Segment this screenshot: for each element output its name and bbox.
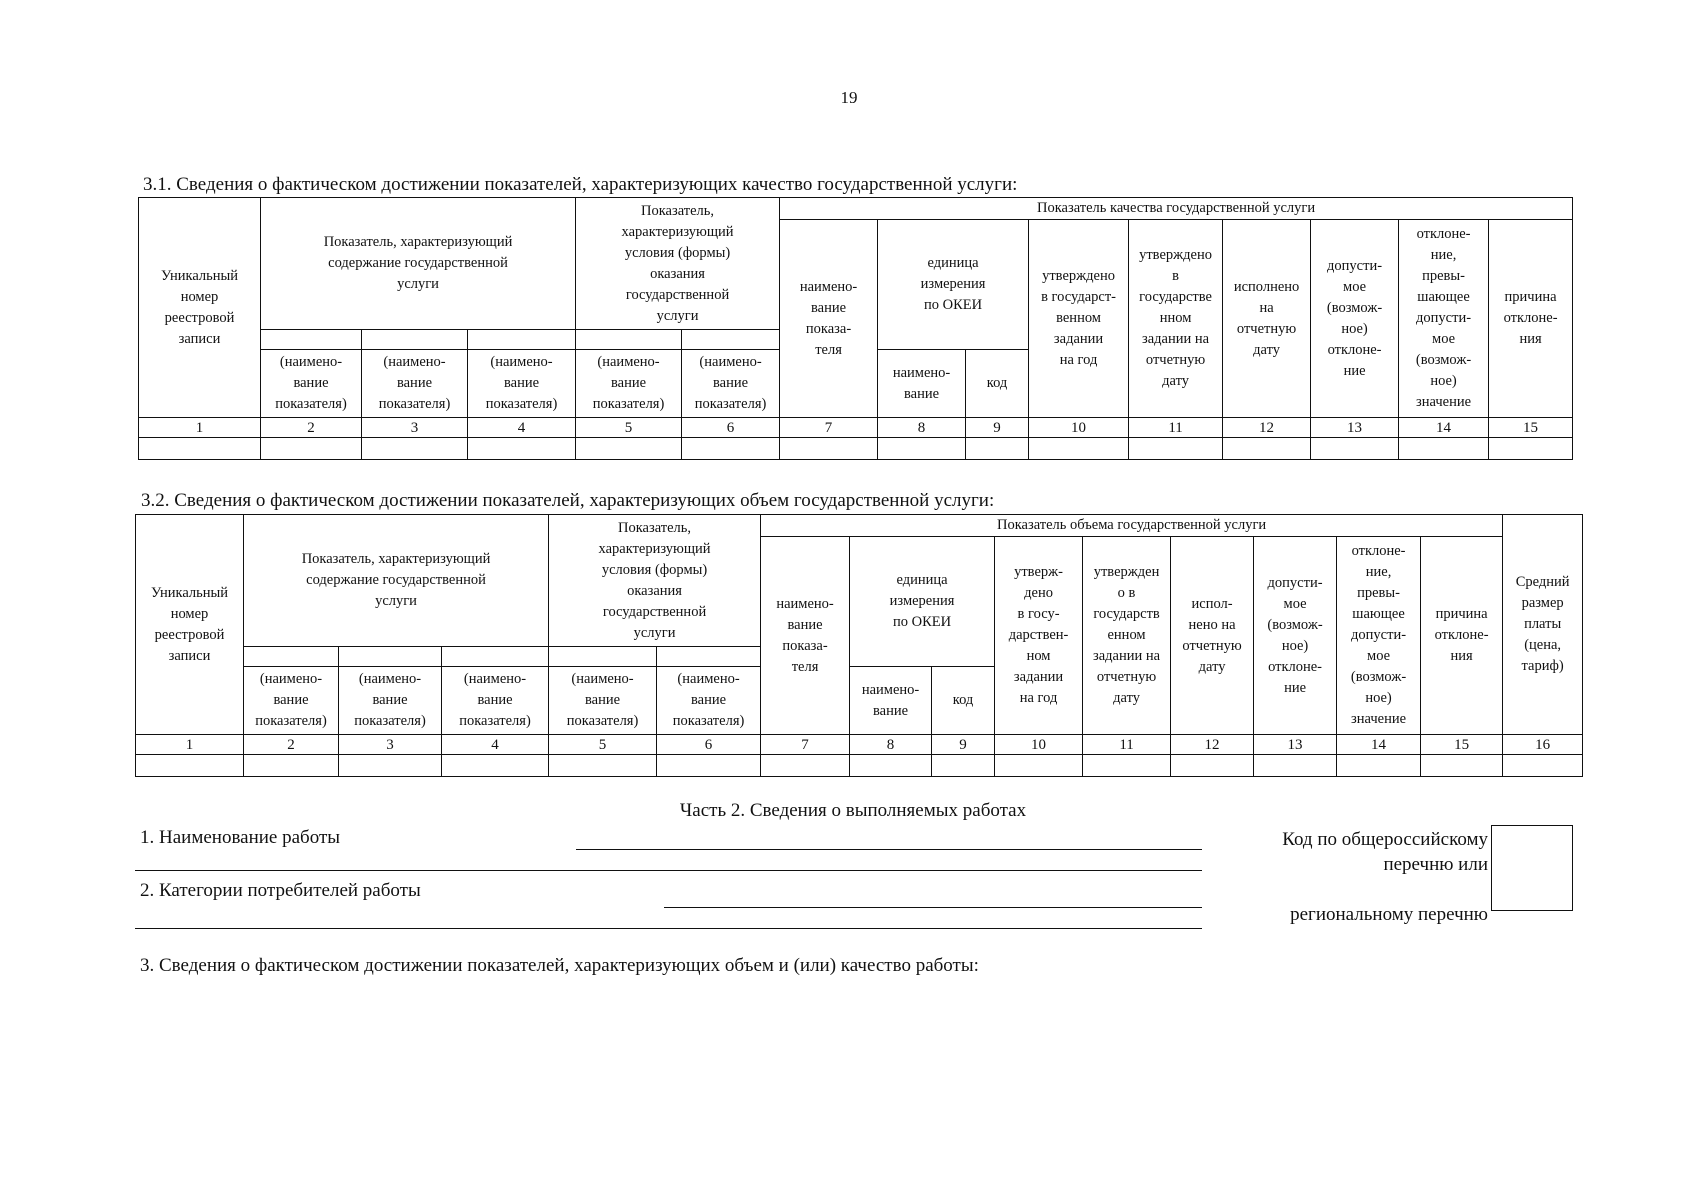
empty-cell bbox=[995, 755, 1083, 777]
column-number: 1 bbox=[136, 735, 244, 755]
header-allowed-deviation: допусти- мое (возмож- ное) отклоне- ние bbox=[1254, 537, 1337, 735]
header-executed: исполнено на отчетную дату bbox=[1223, 220, 1311, 418]
blank-cell bbox=[682, 330, 780, 350]
column-number: 11 bbox=[1129, 418, 1223, 438]
empty-cell bbox=[136, 755, 244, 777]
header-sub-indicator-name: (наимено- вание показателя) bbox=[576, 350, 682, 418]
work-name-label: 1. Наименование работы bbox=[140, 827, 341, 848]
header-unique-number: Уникальный номер реестровой записи bbox=[139, 198, 261, 418]
empty-cell bbox=[468, 438, 576, 460]
header-quality-group: Показатель качества государственной услуги bbox=[780, 198, 1573, 220]
consumers-line bbox=[664, 907, 1202, 908]
column-number: 8 bbox=[878, 418, 966, 438]
empty-cell bbox=[1083, 755, 1171, 777]
header-sub-indicator-name: (наимено- вание показателя) bbox=[657, 667, 761, 735]
column-number: 3 bbox=[339, 735, 442, 755]
work-name-line-2 bbox=[135, 870, 1202, 871]
header-unique-number: Уникальный номер реестровой записи bbox=[136, 515, 244, 735]
part-2-title-text: Часть 2. Сведения о выполняемых работах bbox=[679, 800, 1027, 821]
column-number: 4 bbox=[468, 418, 576, 438]
section-3-2-title: 3.2. Сведения о фактическом достижении показателей, характеризующих объем государственной услуги: bbox=[141, 490, 995, 511]
header-sub-indicator-name: (наимено- вание показателя) bbox=[468, 350, 576, 418]
column-number: 9 bbox=[932, 735, 995, 755]
header-approved-date: утвержден о в государств енном задании на отчетную дату bbox=[1083, 537, 1171, 735]
column-number: 2 bbox=[261, 418, 362, 438]
header-unit-code: код bbox=[932, 667, 995, 735]
empty-cell bbox=[244, 755, 339, 777]
column-number: 8 bbox=[850, 735, 932, 755]
header-sub-indicator-name: (наимено- вание показателя) bbox=[362, 350, 468, 418]
column-number: 16 bbox=[1503, 735, 1583, 755]
header-indicator-name: наимено- вание показа- теля bbox=[761, 537, 850, 735]
column-number: 9 bbox=[966, 418, 1029, 438]
empty-cell bbox=[932, 755, 995, 777]
code-box bbox=[1491, 825, 1573, 911]
blank-cell bbox=[261, 330, 362, 350]
empty-cell bbox=[850, 755, 932, 777]
empty-cell bbox=[339, 755, 442, 777]
header-unit-okei: единица измерения по ОКЕИ bbox=[850, 537, 995, 667]
empty-cell bbox=[139, 438, 261, 460]
empty-cell bbox=[657, 755, 761, 777]
empty-cell bbox=[261, 438, 362, 460]
header-deviation-reason: причина отклоне- ния bbox=[1489, 220, 1573, 418]
table-row bbox=[136, 755, 1583, 777]
empty-cell bbox=[1223, 438, 1311, 460]
part-2-title bbox=[0, 800, 1698, 822]
column-number: 11 bbox=[1083, 735, 1171, 755]
volume-indicators-table bbox=[135, 514, 1583, 777]
header-approved-year: утверж- дено в госу- дарствен- ном задании на год bbox=[995, 537, 1083, 735]
header-exceeding-deviation: отклоне- ние, превы- шающее допусти- мое (возмож- ное) значение bbox=[1399, 220, 1489, 418]
column-number: 10 bbox=[1029, 418, 1129, 438]
empty-cell bbox=[362, 438, 468, 460]
empty-cell bbox=[1337, 755, 1421, 777]
header-exceeding-deviation: отклоне- ние, превы- шающее допусти- мое (возмож- ное) значение bbox=[1337, 537, 1421, 735]
empty-cell bbox=[966, 438, 1029, 460]
column-number: 7 bbox=[780, 418, 878, 438]
blank-cell bbox=[339, 647, 442, 667]
header-sub-indicator-name: (наимено- вание показателя) bbox=[339, 667, 442, 735]
empty-cell bbox=[1399, 438, 1489, 460]
header-deviation-reason: причина отклоне- ния bbox=[1421, 537, 1503, 735]
page-number: 19 bbox=[840, 88, 858, 107]
header-allowed-deviation: допусти- мое (возмож- ное) отклоне- ние bbox=[1311, 220, 1399, 418]
header-conditions-indicator: Показатель, характеризующий условия (формы) оказания государственной услуги bbox=[576, 198, 780, 330]
header-indicator-name: наимено- вание показа- теля bbox=[780, 220, 878, 418]
header-approved-year: утверждено в государст- венном задании на год bbox=[1029, 220, 1129, 418]
column-number: 7 bbox=[761, 735, 850, 755]
header-executed: испол- нено на отчетную дату bbox=[1171, 537, 1254, 735]
empty-cell bbox=[1503, 755, 1583, 777]
blank-cell bbox=[549, 647, 657, 667]
column-number: 2 bbox=[244, 735, 339, 755]
empty-cell bbox=[549, 755, 657, 777]
column-number: 5 bbox=[549, 735, 657, 755]
column-number: 4 bbox=[442, 735, 549, 755]
blank-cell bbox=[442, 647, 549, 667]
blank-cell bbox=[468, 330, 576, 350]
column-number: 10 bbox=[995, 735, 1083, 755]
header-volume-group: Показатель объема государственной услуги bbox=[761, 515, 1503, 537]
column-number: 3 bbox=[362, 418, 468, 438]
empty-cell bbox=[1254, 755, 1337, 777]
header-sub-indicator-name: (наимено- вание показателя) bbox=[244, 667, 339, 735]
header-approved-date: утверждено в государстве нном задании на отчетную дату bbox=[1129, 220, 1223, 418]
quality-indicators-table bbox=[138, 197, 1573, 460]
empty-cell bbox=[1029, 438, 1129, 460]
header-unit-code: код bbox=[966, 350, 1029, 418]
empty-cell bbox=[1311, 438, 1399, 460]
header-unit-name: наимено- вание bbox=[878, 350, 966, 418]
consumers-line-2 bbox=[135, 928, 1202, 929]
column-number: 1 bbox=[139, 418, 261, 438]
header-average-fee: Средний размер платы (цена, тариф) bbox=[1503, 515, 1583, 735]
header-sub-indicator-name: (наимено- вание показателя) bbox=[442, 667, 549, 735]
blank-cell bbox=[244, 647, 339, 667]
empty-cell bbox=[1489, 438, 1573, 460]
section-3-work-title: 3. Сведения о фактическом достижении показателей, характеризующих объем и (или) качество работы: bbox=[140, 955, 979, 976]
empty-cell bbox=[1129, 438, 1223, 460]
empty-cell bbox=[761, 755, 850, 777]
blank-cell bbox=[657, 647, 761, 667]
column-number: 12 bbox=[1223, 418, 1311, 438]
column-number: 14 bbox=[1399, 418, 1489, 438]
section-3-1-title: 3.1. Сведения о фактическом достижении показателей, характеризующих качество государственной услуги: bbox=[143, 174, 1018, 195]
column-number: 13 bbox=[1311, 418, 1399, 438]
header-conditions-indicator: Показатель, характеризующий условия (формы) оказания государственной услуги bbox=[549, 515, 761, 647]
empty-cell bbox=[1171, 755, 1254, 777]
header-unit-name: наимено- вание bbox=[850, 667, 932, 735]
empty-cell bbox=[878, 438, 966, 460]
header-sub-indicator-name: (наимено- вание показателя) bbox=[261, 350, 362, 418]
column-number: 5 bbox=[576, 418, 682, 438]
header-sub-indicator-name: (наимено- вание показателя) bbox=[682, 350, 780, 418]
empty-cell bbox=[780, 438, 878, 460]
code-label: Код по общероссийскому перечню или региональному перечню bbox=[1282, 829, 1488, 925]
empty-cell bbox=[682, 438, 780, 460]
column-number: 12 bbox=[1171, 735, 1254, 755]
consumers-label: 2. Категории потребителей работы bbox=[140, 880, 421, 901]
column-number: 6 bbox=[682, 418, 780, 438]
blank-cell bbox=[576, 330, 682, 350]
table-row bbox=[139, 438, 1573, 460]
column-number: 14 bbox=[1337, 735, 1421, 755]
column-number: 15 bbox=[1489, 418, 1573, 438]
header-content-indicator: Показатель, характеризующий содержание государственной услуги bbox=[261, 198, 576, 330]
header-unit-okei: единица измерения по ОКЕИ bbox=[878, 220, 1029, 350]
blank-cell bbox=[362, 330, 468, 350]
column-number: 15 bbox=[1421, 735, 1503, 755]
empty-cell bbox=[442, 755, 549, 777]
header-content-indicator: Показатель, характеризующий содержание государственной услуги bbox=[244, 515, 549, 647]
empty-cell bbox=[1421, 755, 1503, 777]
empty-cell bbox=[576, 438, 682, 460]
work-name-line bbox=[576, 849, 1202, 850]
column-number: 6 bbox=[657, 735, 761, 755]
column-number: 13 bbox=[1254, 735, 1337, 755]
header-sub-indicator-name: (наимено- вание показателя) bbox=[549, 667, 657, 735]
